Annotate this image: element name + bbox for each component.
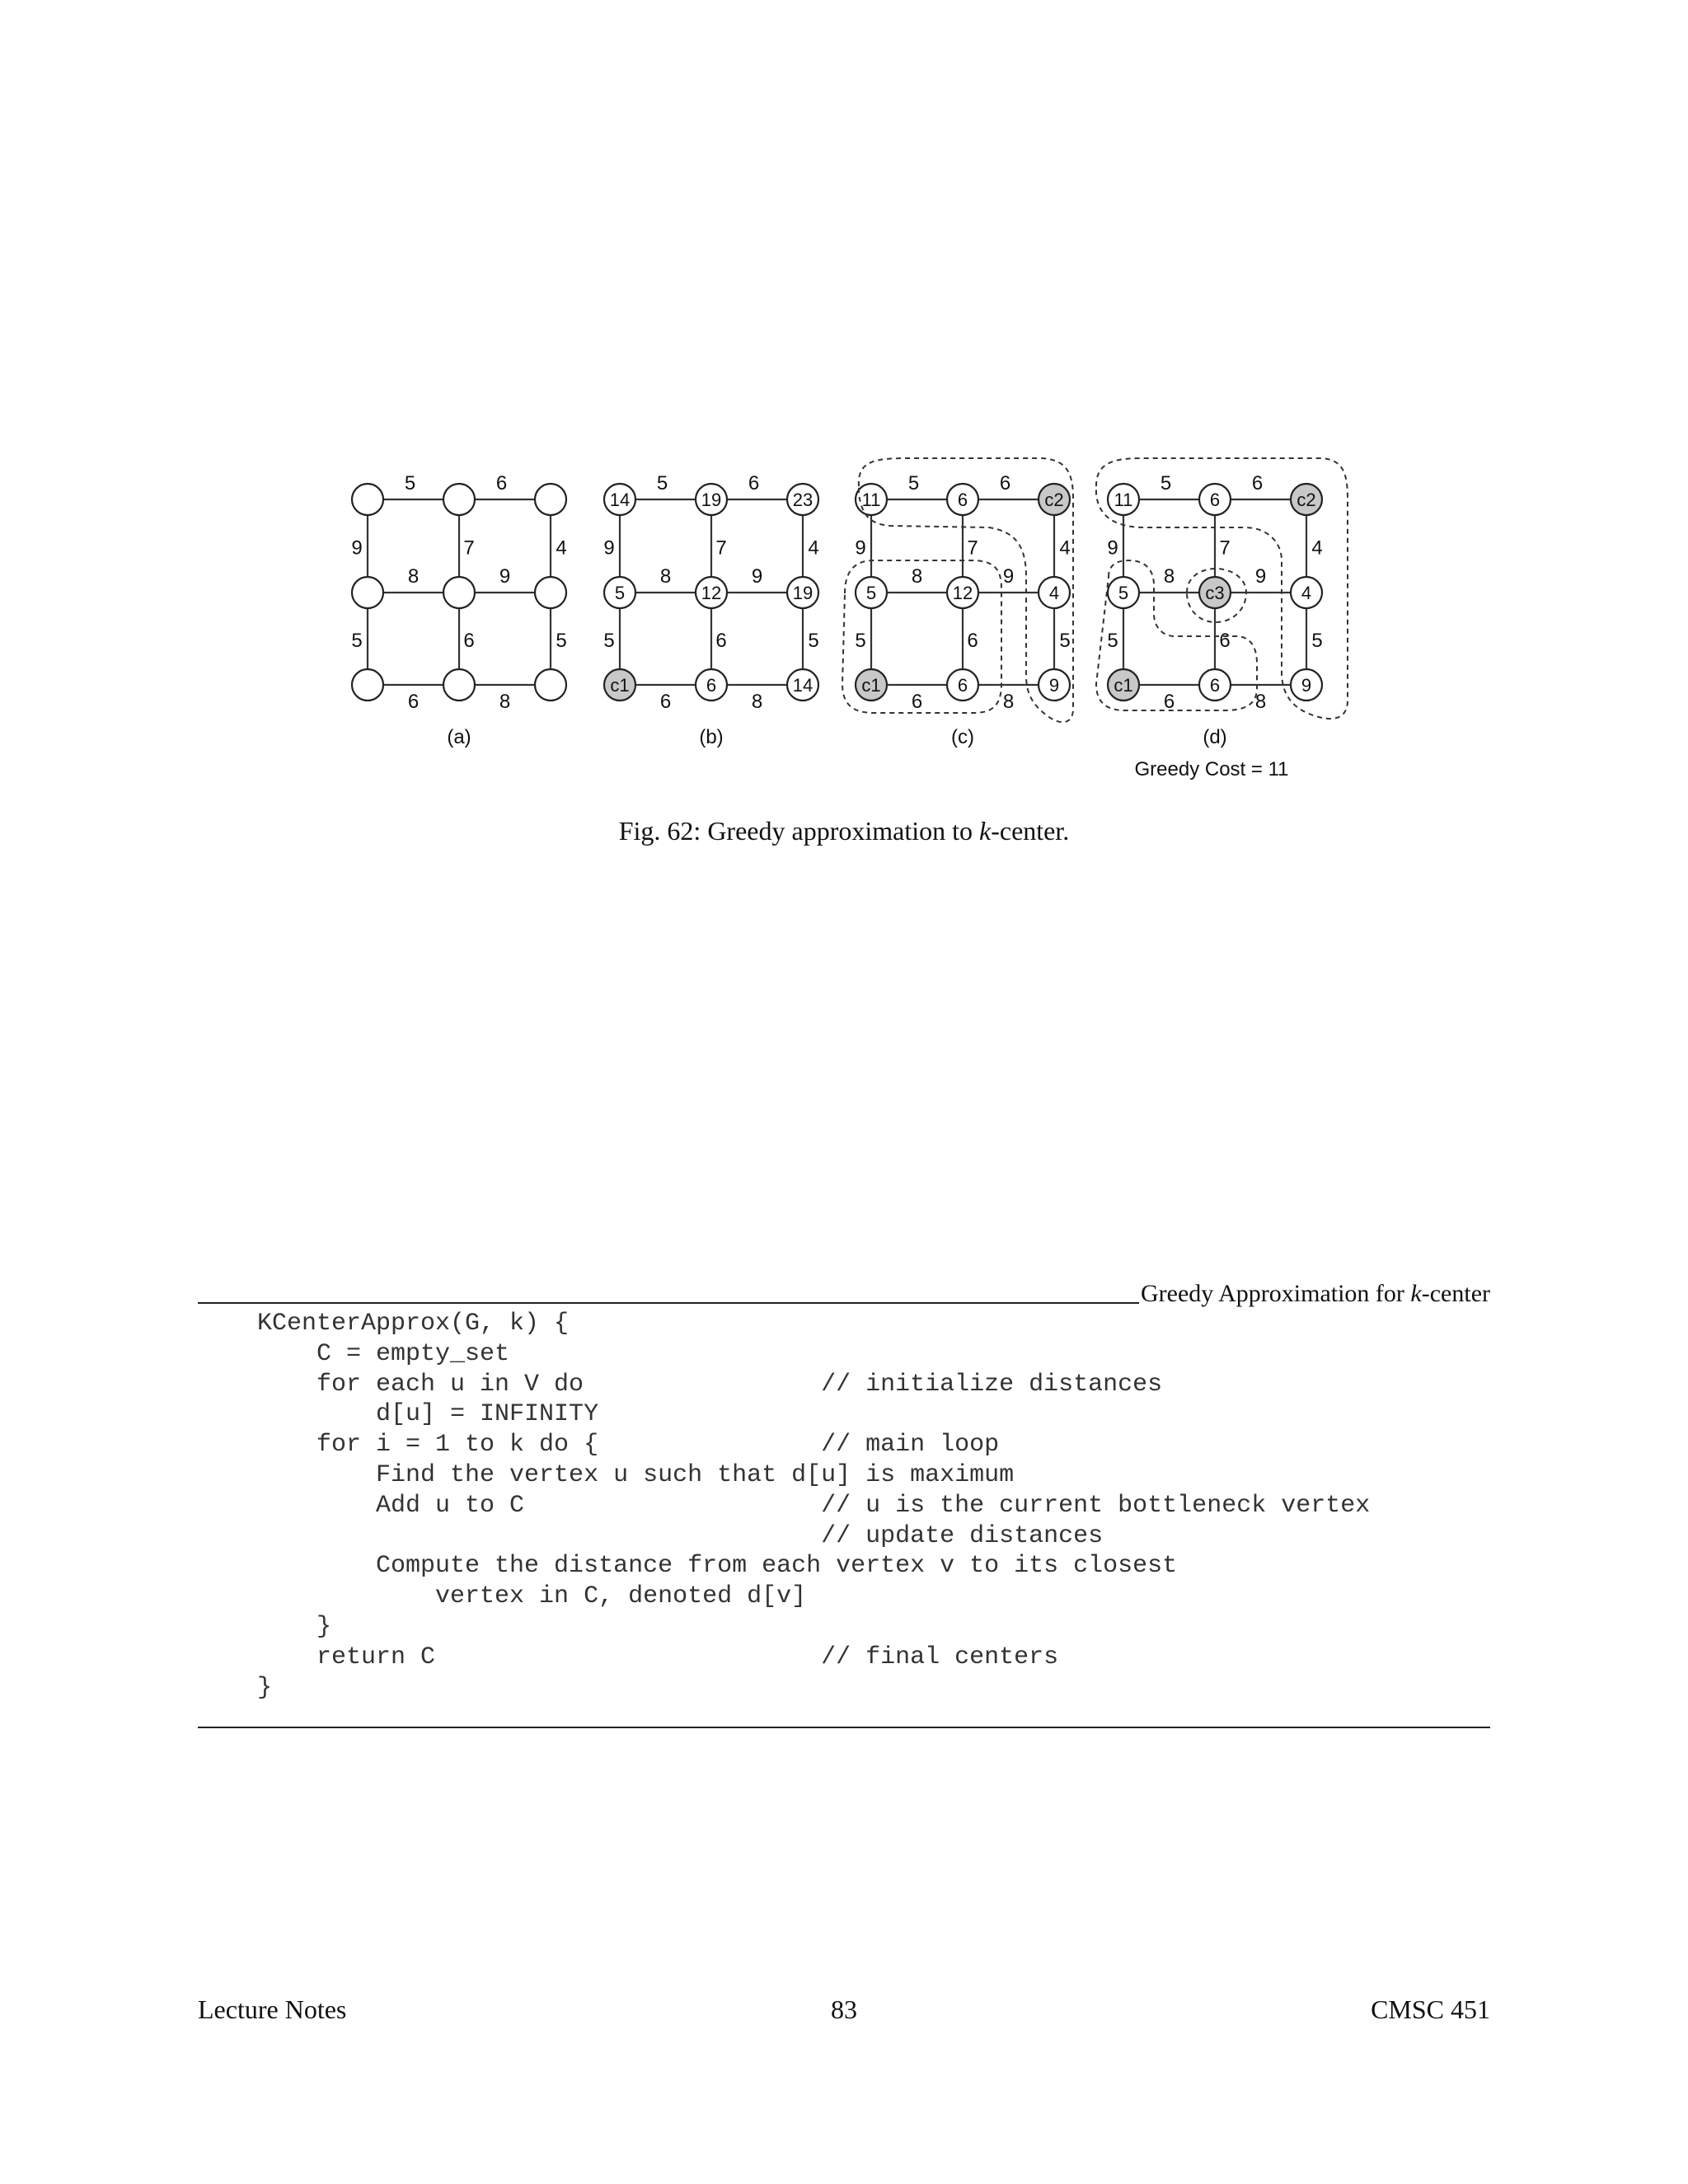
edge-weight: 5 xyxy=(656,472,668,494)
code-line: KCenterApprox(G, k) { xyxy=(257,1310,570,1338)
node-label: 9 xyxy=(1048,675,1060,696)
node-label: 6 xyxy=(1209,675,1221,696)
footer-right: CMSC 451 xyxy=(1371,1994,1490,2024)
code-line: vertex in C, denoted d[v] xyxy=(257,1582,807,1611)
node-label: c1 xyxy=(610,675,630,696)
node-label: 6 xyxy=(1209,490,1221,510)
code-line: for each u in V do // initialize distances xyxy=(257,1370,1163,1399)
edge-weight: 7 xyxy=(463,537,475,560)
edge-weight: 5 xyxy=(556,630,567,652)
edge-weight: 9 xyxy=(1002,565,1015,588)
node-label: c2 xyxy=(1044,490,1064,510)
node-label: 11 xyxy=(1114,490,1133,510)
panel-label: (b) xyxy=(699,726,724,748)
node-label: 5 xyxy=(614,583,626,603)
graph-node xyxy=(352,669,383,701)
algorithm-top-rule xyxy=(198,1302,1139,1304)
edge-weight: 5 xyxy=(603,630,615,652)
edge-weight: 6 xyxy=(1219,630,1231,652)
node-label: 12 xyxy=(952,583,973,603)
edge-weight: 5 xyxy=(808,630,819,652)
graph-node xyxy=(443,577,475,608)
graph-node xyxy=(352,484,383,515)
edge-weight: 4 xyxy=(1311,537,1323,560)
edge-weight: 5 xyxy=(351,630,363,652)
edge-weight: 4 xyxy=(808,537,819,560)
node-label: 5 xyxy=(865,583,877,603)
edge-weight: 8 xyxy=(659,565,672,588)
node-label: 14 xyxy=(609,490,631,510)
edge-weight: 7 xyxy=(715,537,727,560)
code-line: // update distances xyxy=(257,1521,1104,1550)
edge-weight: 8 xyxy=(911,565,923,588)
edge-weight: 7 xyxy=(1219,537,1231,560)
edge-weight: 6 xyxy=(659,691,672,713)
node-label: 19 xyxy=(792,583,814,603)
node-label: 6 xyxy=(957,675,968,696)
edge-weight: 6 xyxy=(495,472,508,494)
graph-node xyxy=(443,669,475,701)
graph-node xyxy=(352,577,383,608)
node-label: c1 xyxy=(861,675,881,696)
edge-weight: 6 xyxy=(999,472,1011,494)
code-line: C = empty_set xyxy=(257,1339,510,1368)
edge-weight: 7 xyxy=(967,537,978,560)
node-label: 19 xyxy=(701,490,722,510)
code-line: } xyxy=(257,1612,332,1641)
edge-weight: 8 xyxy=(751,691,763,713)
node-label: 6 xyxy=(957,490,968,510)
footer-left: Lecture Notes xyxy=(198,1994,347,2024)
edge-weight: 6 xyxy=(748,472,760,494)
edge-weight: 9 xyxy=(1107,537,1118,560)
graph-node xyxy=(535,484,566,515)
edge-weight: 8 xyxy=(499,691,511,713)
node-label: 5 xyxy=(1118,583,1129,603)
edge-weight: 9 xyxy=(351,537,363,560)
edge-weight: 9 xyxy=(751,565,763,588)
node-label: c3 xyxy=(1205,583,1225,603)
graph-panel xyxy=(351,472,566,748)
algorithm-code xyxy=(257,1309,1370,1703)
graph-panel xyxy=(603,472,818,748)
node-label: 11 xyxy=(861,490,881,510)
panel-label: (d) xyxy=(1203,726,1227,748)
edge-weight: 6 xyxy=(407,691,420,713)
edge-weight: 5 xyxy=(907,472,920,494)
code-line: Compute the distance from each vertex v to its closest xyxy=(257,1552,1178,1581)
node-label: c1 xyxy=(1114,675,1133,696)
edge-weight: 9 xyxy=(499,565,511,588)
edge-weight: 5 xyxy=(855,630,866,652)
edge-weight: 9 xyxy=(603,537,615,560)
edge-weight: 6 xyxy=(1251,472,1264,494)
code-line: return C // final centers xyxy=(257,1643,1059,1671)
edge-weight: 9 xyxy=(855,537,866,560)
algorithm-bottom-rule xyxy=(198,1727,1490,1728)
graph-node xyxy=(535,669,566,701)
edge-weight: 8 xyxy=(1163,565,1175,588)
figure-caption: Fig. 62: Greedy approximation to k-center. xyxy=(618,816,1070,846)
edge-weight: 5 xyxy=(1311,630,1323,652)
panel-label: (a) xyxy=(447,726,471,748)
node-label: 14 xyxy=(792,675,814,696)
edge-weight: 5 xyxy=(404,472,416,494)
node-label: 23 xyxy=(792,490,814,510)
graph-node xyxy=(443,484,475,515)
edge-weight: 4 xyxy=(556,537,567,560)
edge-weight: 6 xyxy=(715,630,727,652)
code-line: d[u] = INFINITY xyxy=(257,1400,599,1429)
code-line: Add u to C // u is the current bottleneck vertex xyxy=(257,1491,1371,1520)
edge-weight: 8 xyxy=(407,565,420,588)
edge-weight: 6 xyxy=(911,691,923,713)
code-line: } xyxy=(257,1673,273,1702)
edge-weight: 9 xyxy=(1254,565,1267,588)
code-line: Find the vertex u such that d[u] is maximum xyxy=(257,1460,1015,1489)
edge-weight: 4 xyxy=(1059,537,1071,560)
node-label: 4 xyxy=(1048,583,1060,603)
graph-panel xyxy=(1107,472,1322,780)
node-label: 4 xyxy=(1301,583,1312,603)
edge-weight: 6 xyxy=(967,630,978,652)
node-label: 12 xyxy=(701,583,722,603)
k-center-figure xyxy=(0,0,1688,824)
greedy-cost-label: Greedy Cost = 11 xyxy=(1134,758,1289,780)
graph-node xyxy=(535,577,566,608)
node-label: c2 xyxy=(1296,490,1316,510)
edge-weight: 6 xyxy=(1163,691,1175,713)
cluster-boundaries xyxy=(842,458,1348,722)
edge-weight: 8 xyxy=(1002,691,1015,713)
node-label: 6 xyxy=(706,675,717,696)
edge-weight: 5 xyxy=(1059,630,1071,652)
panel-label: (c) xyxy=(951,726,974,748)
edge-weight: 8 xyxy=(1254,691,1267,713)
edge-weight: 6 xyxy=(463,630,475,652)
node-label: 9 xyxy=(1301,675,1312,696)
footer-page-number: 83 xyxy=(831,1994,857,2024)
code-line: for i = 1 to k do { // main loop xyxy=(257,1431,1000,1460)
edge-weight: 5 xyxy=(1107,630,1118,652)
edge-weight: 5 xyxy=(1160,472,1172,494)
algorithm-title: Greedy Approximation for k-center xyxy=(1140,1280,1490,1307)
